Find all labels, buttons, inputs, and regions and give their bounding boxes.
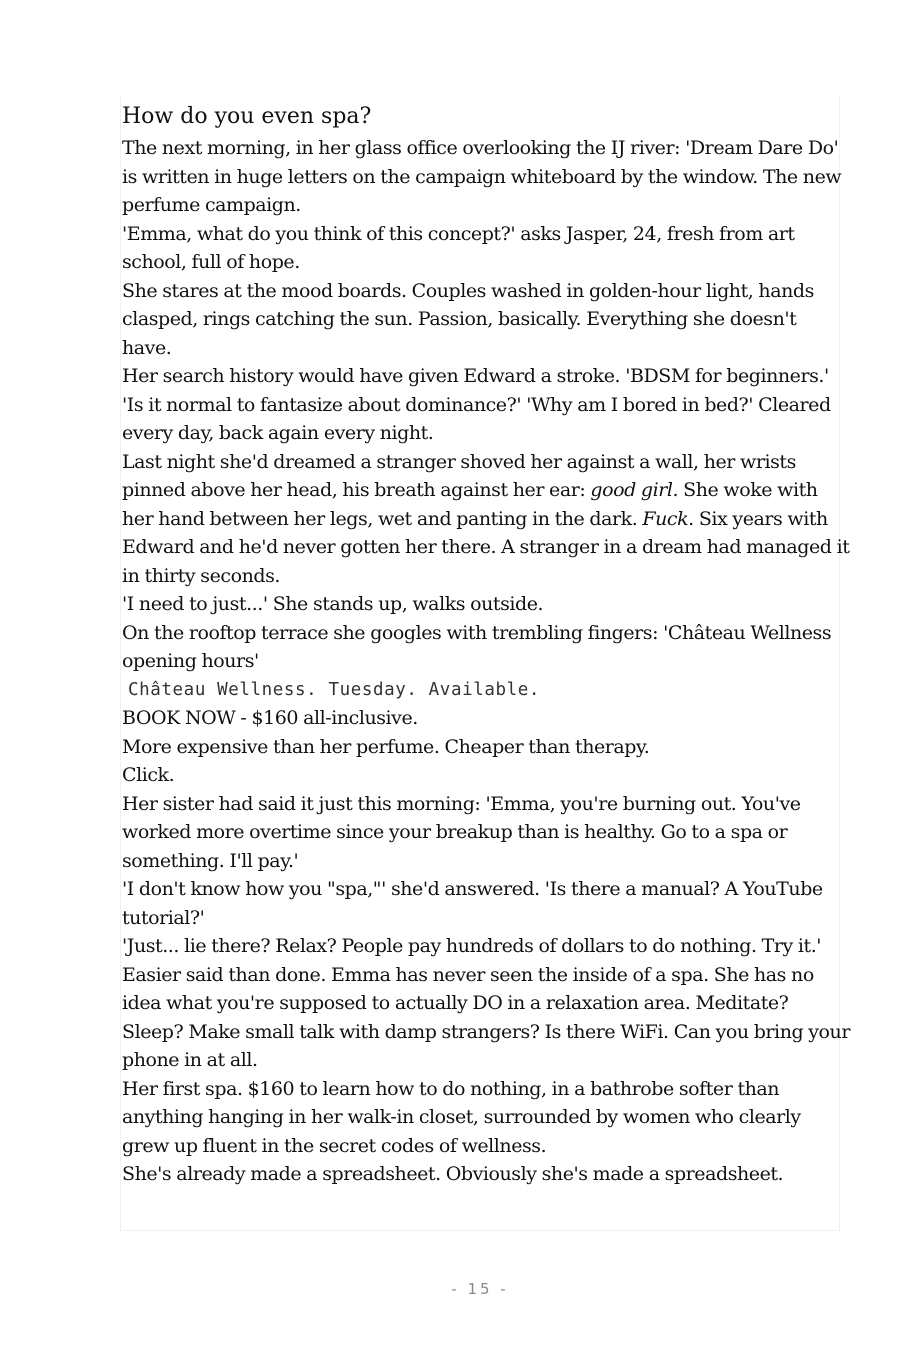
paragraph: On the rooftop terrace she googles with trembling fingers: 'Château Wellness opening hours' — [122, 621, 832, 672]
paragraph: More expensive than her perfume. Cheaper than therapy. — [122, 735, 650, 758]
paragraph: Her first spa. $160 to learn how to do nothing, in a bathrobe softer than anything hanging in her walk-in closet, surrounded by women who clearly grew up fluent in the secret codes of wellness. — [122, 1077, 801, 1157]
paragraph: 'I don't know how you "spa,"' she'd answered. 'Is there a manual? A YouTube tutorial?' — [122, 878, 823, 929]
dream-text-middle: She woke with her hand between her legs, wet and panting in the dark. — [122, 479, 818, 530]
paragraph: Her sister had said it just this morning: 'Emma, you're burning out. You've worked more overtime since your breakup than is healthy. Go to a spa or something. I'll pay.' — [122, 792, 801, 872]
paragraph: 'I need to just...' She stands up, walks outside. — [122, 593, 544, 615]
paragraph: Click. — [122, 764, 175, 786]
dream-text-after: Six years with Edward and he'd never gotten her there. A stranger in a dream had managed it in thirty seconds. — [122, 507, 850, 587]
paragraph: Easier said than done. Emma has never seen the inside of a spa. She has no idea what you're supposed to actually DO in a relaxation area. Meditate? Sleep? Make small talk with damp strangers? Is there WiFi. Can you bring your phone in at all. — [122, 963, 850, 1071]
paragraph: 'Emma, what do you think of this concept?' asks Jasper, 24, fresh from art school, full of hope. — [122, 222, 795, 273]
page-number: - 15 - — [451, 1280, 509, 1298]
paragraph: She's already made a spreadsheet. Obviously she's made a spreadsheet. — [122, 1163, 784, 1185]
paragraph: 'Just... lie there? Relax? People pay hundreds of dollars to do nothing. Try it.' — [122, 935, 822, 957]
chapter-text — [122, 100, 850, 1189]
paragraph: She stares at the mood boards. Couples washed in golden-hour light, hands clasped, rings catching the sun. Passion, basically. Everything she doesn't have. — [122, 279, 814, 359]
dream-italic-expletive: Fuck. — [642, 507, 694, 530]
paragraph: Her search history would have given Edward a stroke. 'BDSM for beginners.' 'Is it normal to fantasize about dominance?' 'Why am I bored in bed?' Cleared every day, back again every night. — [122, 365, 831, 444]
dream-paragraph — [122, 448, 850, 591]
paragraph: BOOK NOW - $160 all-inclusive. — [122, 707, 418, 729]
search-result-line: Château Wellness. Tuesday. Available. — [128, 679, 541, 700]
chapter-title: How do you even spa? — [122, 104, 372, 129]
dream-italic-good-girl: good girl. — [590, 479, 679, 501]
dream-text-before: Last night she'd dreamed a stranger shoved her against a wall, her wrists pinned above her head, his breath against her ear: — [122, 450, 796, 501]
paragraph: The next morning, in her glass office overlooking the IJ river: 'Dream Dare Do' is written in huge letters on the campaign whiteboard by the window. The new perfume campaign. — [122, 137, 842, 216]
